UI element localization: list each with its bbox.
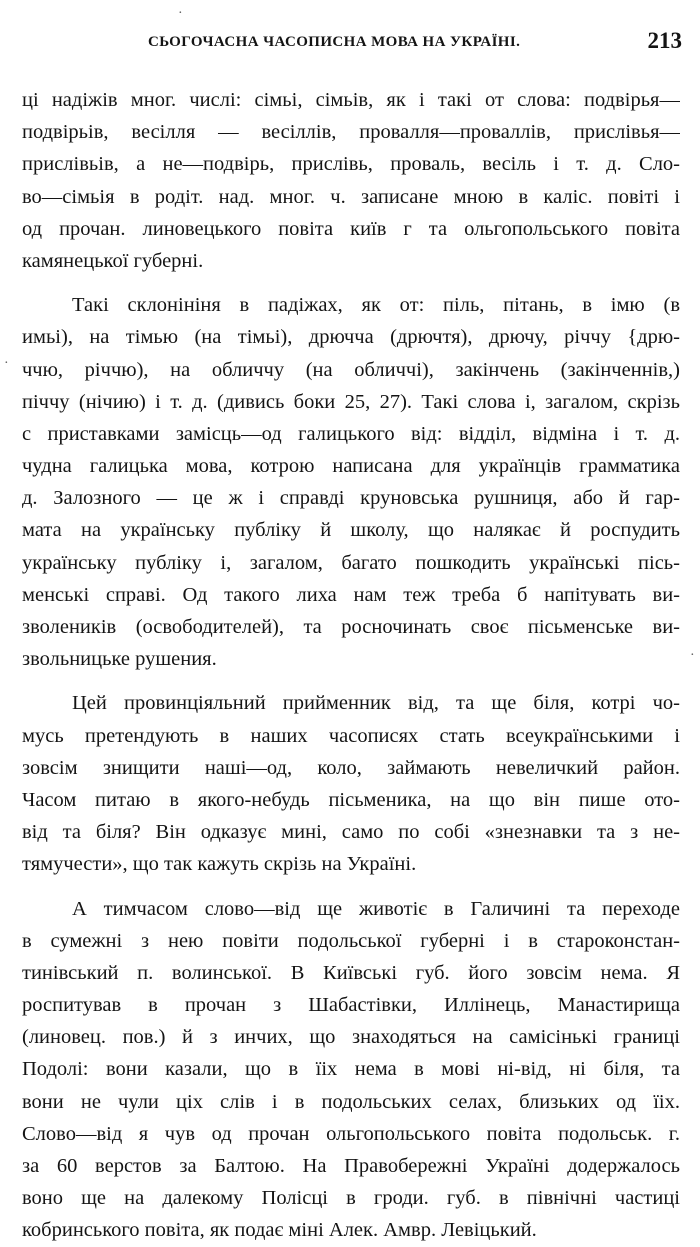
text-line: вони не чули ціх слів і в подольських селах, близьких од їіх. <box>22 1090 680 1113</box>
text-line: українську публіку і, загалом, багато пошкодить українські пісь- <box>22 551 680 574</box>
text-line: во—сімьія в родіт. над. мног. ч. записане мною в каліс. повіті і <box>22 185 680 208</box>
text-line: Слово—від я чув од прочан ольгопольського повіта подольськ. г. <box>22 1122 680 1145</box>
text-line: менські справі. Од такого лиха нам теж треба б напітувать ви- <box>22 583 680 606</box>
text-line: в сумежні з нею повіти подольської губерні і в староконстан- <box>22 929 680 952</box>
body-text <box>22 84 680 1247</box>
text-line: ці надіжів мног. числі: сімьі, сімьів, як і такі от слова: подвірья— <box>22 89 680 111</box>
paragraph <box>22 289 680 675</box>
text-line: с приставками замісць—од галицького від: відділ, відміна і т. д. <box>22 422 680 445</box>
text-line: Часом питаю в якого-небудь пісьменика, на що він пише ото- <box>22 788 680 811</box>
stray-mark: · <box>690 648 695 663</box>
paragraph <box>22 84 680 277</box>
stray-mark: · <box>178 6 183 21</box>
text-line: подвірьів, весілля — весіллів, провалля—проваллів, прислівья— <box>22 121 680 144</box>
text-line: роспитував в прочан з Шабастівки, Иллінець, Манастирища <box>22 994 680 1017</box>
text-line: (линовец. пов.) й з инчих, що знаходяться на самісінькі границі <box>22 1026 680 1049</box>
text-line: зволеників (освободителей), та росночинать своє пісьменське ви- <box>22 616 680 638</box>
paragraph-gap <box>22 675 680 687</box>
running-head: СЬОГОЧАСНА ЧАСОПИСНА МОВА НА УКРАЇНІ. <box>148 34 521 50</box>
text-line: тинівський п. волинської. В Київські губ. його зовсім нема. Я <box>22 961 680 984</box>
text-line: від та біля? Він одказує мині, само по собі «знезнавки та з не- <box>22 821 680 844</box>
text-line: чудна галицька мова, котрою написана для українців грамматика <box>22 455 680 478</box>
text-line: Такі склонініня в падіжах, як от: піль, пітань, в імю (в <box>72 294 680 317</box>
stray-mark: · <box>4 356 9 371</box>
page-header <box>98 28 682 62</box>
text-line: ччю, річчю), на обличчу (на обличчі), закінчень (закінченнів,) <box>22 358 680 381</box>
page-number: 213 <box>647 28 682 53</box>
text-line: за 60 верстов за Балтою. На Правобережні Україні додержалось <box>22 1155 680 1177</box>
paragraph <box>22 893 680 1247</box>
text-line: Цей провинціяльний прийменник від, та ще біля, котрі чо- <box>72 692 680 715</box>
text-line: мата на українську публіку й школу, що налякає й роспудить <box>22 519 680 542</box>
text-line: прислівьів, а не—подвірь, прислівь, проваль, весіль і т. д. Сло- <box>22 153 680 176</box>
text-line: воно ще на далекому Полісці в гроди. губ. в північні частиці <box>22 1187 680 1210</box>
text-line: од прочан. линовецького повіта київ г та ольгопольського повіта <box>22 217 680 240</box>
text-line: звольницьке рушения. <box>22 648 217 671</box>
text-line: мусь претендують в наших часописях стать всеукраїнськими і <box>22 724 680 747</box>
text-line: камянецької губерні. <box>22 249 204 272</box>
text-line: піччу (нічию) і т. д. (дивись боки 25, 27). Такі слова і, загалом, скрізь <box>22 390 680 413</box>
text-line: кобринського повіта, як подає міні Алек. Амвр. Левіцький. <box>22 1219 537 1242</box>
text-line: тямучести», що так кажуть скрізь на Україні. <box>22 853 417 876</box>
text-line: зовсім знищити наші—од, коло, займають невеличкий район. <box>22 756 680 779</box>
text-line: имьі), на тімью (на тімьі), дрючча (дрючтя), дрючу, річчу {дрю- <box>22 326 680 349</box>
text-line: д. Залозного — це ж і справді круновська рушниця, або й гар- <box>22 487 680 510</box>
paragraph-gap <box>22 881 680 893</box>
paragraph-gap <box>22 277 680 289</box>
paragraph <box>22 687 680 880</box>
text-line: А тимчасом слово—від ще животіє в Галичині та переходе <box>72 897 680 920</box>
text-line: Подолі: вони казали, що в їіх нема в мові ні-від, ні біля, та <box>22 1058 680 1081</box>
